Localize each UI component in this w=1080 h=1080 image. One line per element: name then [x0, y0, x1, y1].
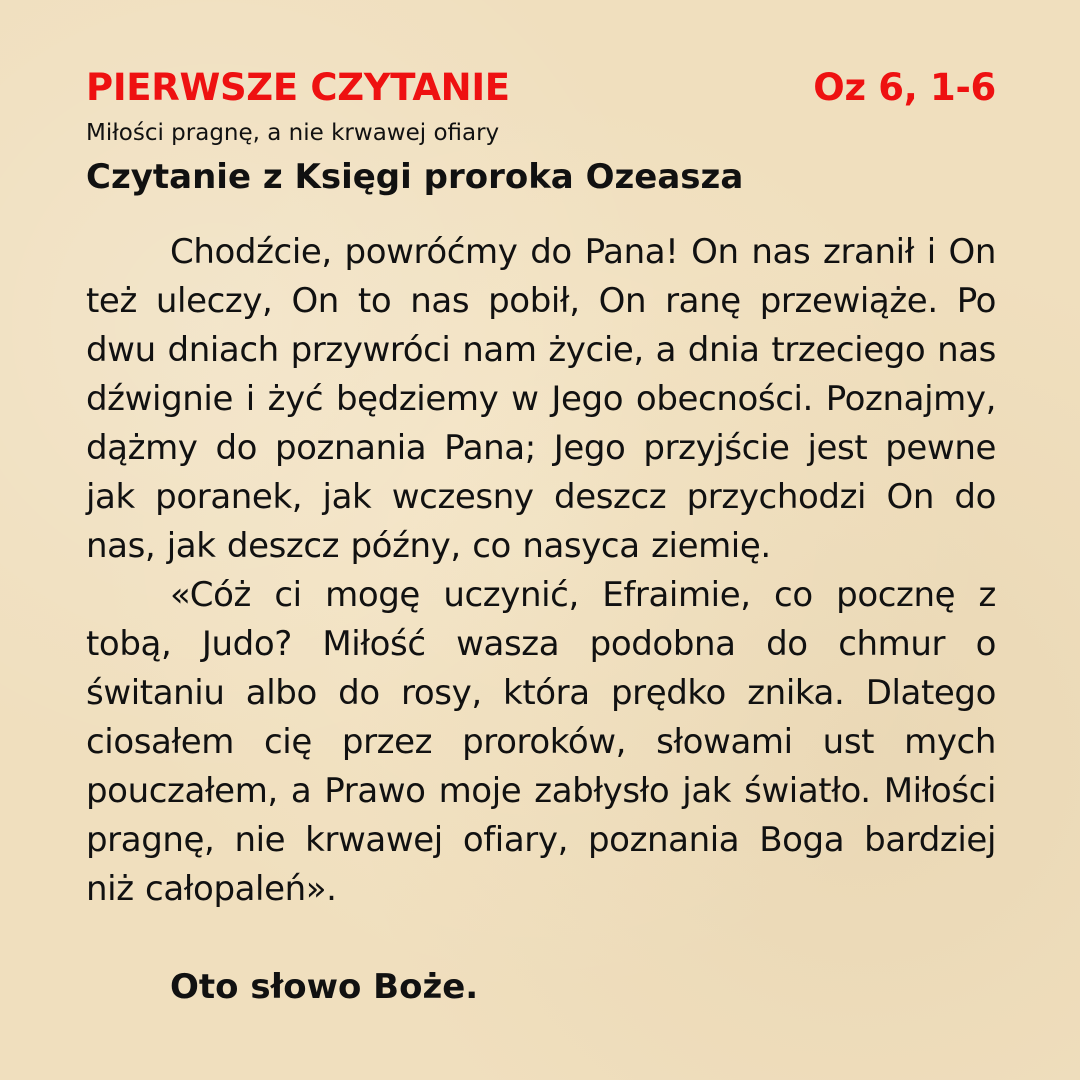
reading-motto: Miłości pragnę, a nie krwawej ofiary — [86, 120, 500, 146]
closing-acclamation: Oto słowo Boże. — [170, 967, 479, 1007]
scripture-reference: Oz 6, 1-6 — [813, 66, 996, 109]
reading-paragraph: Chodźcie, powróćmy do Pana! On nas zranił i On też uleczy, On to nas pobił, On ranę przewiąże. Po dwu dniach przywróci nam życie, a dnia trzeciego nas dźwignie i żyć będziemy w Jego obecności. Poznajmy, dążmy do poznania Pana; Jego przyjście jest pewne jak poranek, jak wczesny deszcz przychodzi On do nas, jak deszcz późny, co nasyca ziemię. — [86, 232, 996, 566]
reading-paragraph: «Cóż ci mogę uczynić, Efraimie, co pocznę z tobą, Judo? Miłość wasza podobna do chmur o świtaniu albo do rosy, która prędko znika. Dlatego ciosałem cię przez proroków, słowami ust mych pouczałem, a Prawo moje zabłysło jak światło. Miłości pragnę, nie krwawej ofiary, poznania Boga bardziej niż całopaleń». — [86, 575, 996, 909]
book-title: Czytanie z Księgi proroka Ozeasza — [86, 157, 744, 197]
reading-title: PIERWSZE CZYTANIE — [86, 66, 510, 109]
reading-page — [86, 64, 996, 1012]
reading-header — [86, 64, 996, 112]
reading-body — [86, 228, 996, 914]
